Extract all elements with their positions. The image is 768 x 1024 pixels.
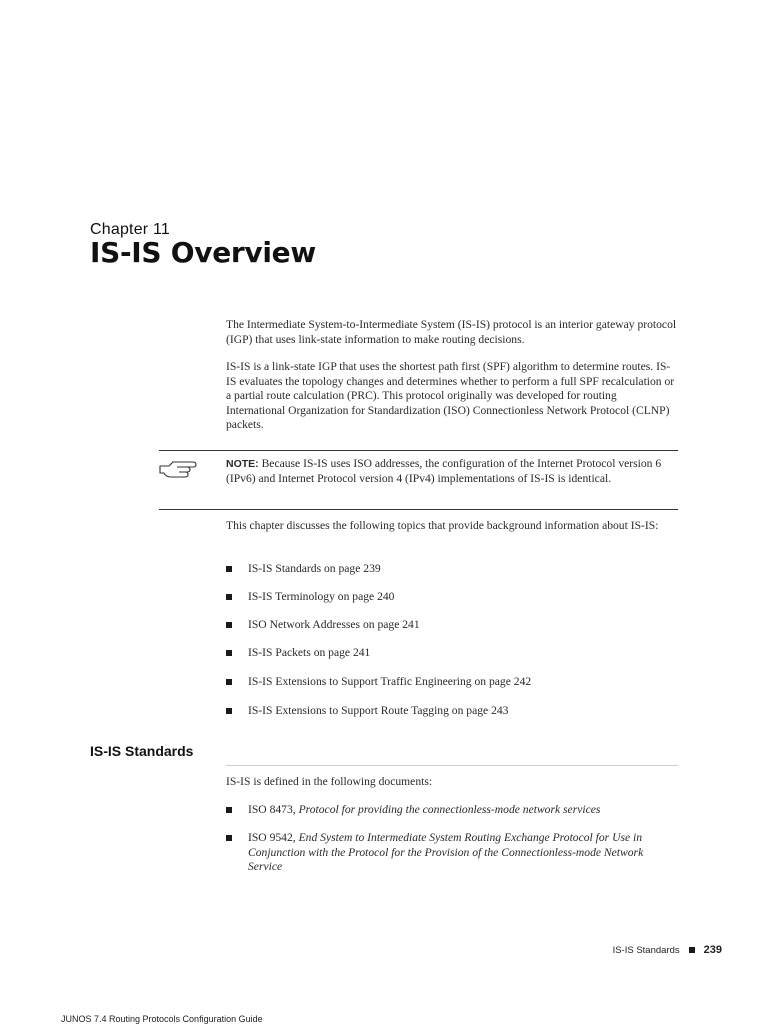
topic-link[interactable]: IS-IS Terminology on page 240 bbox=[248, 590, 395, 603]
doc-title: Protocol for providing the connectionless-mode network services bbox=[298, 803, 601, 816]
topic-link[interactable]: IS-IS Standards on page 239 bbox=[248, 562, 381, 575]
section-rule bbox=[226, 765, 678, 766]
standards-intro: IS-IS is defined in the following documents: bbox=[226, 775, 433, 788]
section-heading: IS-IS Standards bbox=[90, 743, 194, 759]
doc-title: End System to Intermediate System Routing Exchange Protocol for Use in Conjunction with the Protocol for the Provision of the Connectionless-mode Network Service bbox=[248, 831, 644, 873]
topic-link[interactable]: IS-IS Extensions to Support Traffic Engineering on page 242 bbox=[248, 675, 532, 688]
footer-section: IS-IS Standards bbox=[612, 945, 680, 956]
note-body: Because IS-IS uses ISO addresses, the configuration of the Internet Protocol version 6 (IPv6) and Internet Protocol version 4 (IPv4) implementations of IS-IS is identical. bbox=[226, 457, 662, 485]
standard-doc bbox=[248, 831, 678, 875]
bullet-icon bbox=[226, 708, 232, 714]
chapter-label: Chapter 11 bbox=[90, 221, 170, 238]
bullet-icon bbox=[226, 622, 232, 628]
intro-paragraph-2: IS-IS is a link-state IGP that uses the shortest path first (SPF) algorithm to determine routes. IS-IS evaluates the topology changes and determines whether to perform a full SPF recalculation or a partial route calculation (PRC). This protocol originally was developed for routing International Organization for Standardization (ISO) Connectionless Network Protocol (CLNP) packets. bbox=[226, 360, 675, 431]
note-text bbox=[226, 457, 678, 486]
topic-link[interactable]: IS-IS Extensions to Support Route Tagging on page 243 bbox=[248, 704, 509, 717]
chapter-title: IS-IS Overview bbox=[90, 236, 316, 269]
intro-paragraph-1: The Intermediate System-to-Intermediate System (IS-IS) protocol is an interior gateway protocol (IGP) that uses link-state information to make routing decisions. bbox=[226, 318, 677, 346]
bullet-icon bbox=[226, 594, 232, 600]
doc-id: ISO 8473, bbox=[248, 803, 296, 816]
note-label: NOTE: bbox=[226, 458, 259, 470]
bullet-icon bbox=[226, 650, 232, 656]
pointing-hand-icon bbox=[159, 458, 197, 480]
bullet-icon bbox=[226, 807, 232, 813]
doc-id: ISO 9542, bbox=[248, 831, 296, 844]
bullet-icon bbox=[226, 566, 232, 572]
note-bottom-rule bbox=[159, 509, 678, 510]
note-top-rule bbox=[159, 450, 678, 451]
topic-link[interactable]: IS-IS Packets on page 241 bbox=[248, 646, 371, 659]
topics-intro: This chapter discusses the following topics that provide background information about IS-IS: bbox=[226, 519, 659, 532]
page-footer bbox=[613, 944, 722, 956]
book-title: JUNOS 7.4 Routing Protocols Configuration Guide bbox=[61, 1014, 263, 1024]
standard-doc bbox=[248, 803, 678, 818]
bullet-icon bbox=[226, 679, 232, 685]
page-number: 239 bbox=[703, 944, 722, 956]
topic-link[interactable]: ISO Network Addresses on page 241 bbox=[248, 618, 420, 631]
footer-separator-icon bbox=[689, 947, 695, 953]
bullet-icon bbox=[226, 835, 232, 841]
